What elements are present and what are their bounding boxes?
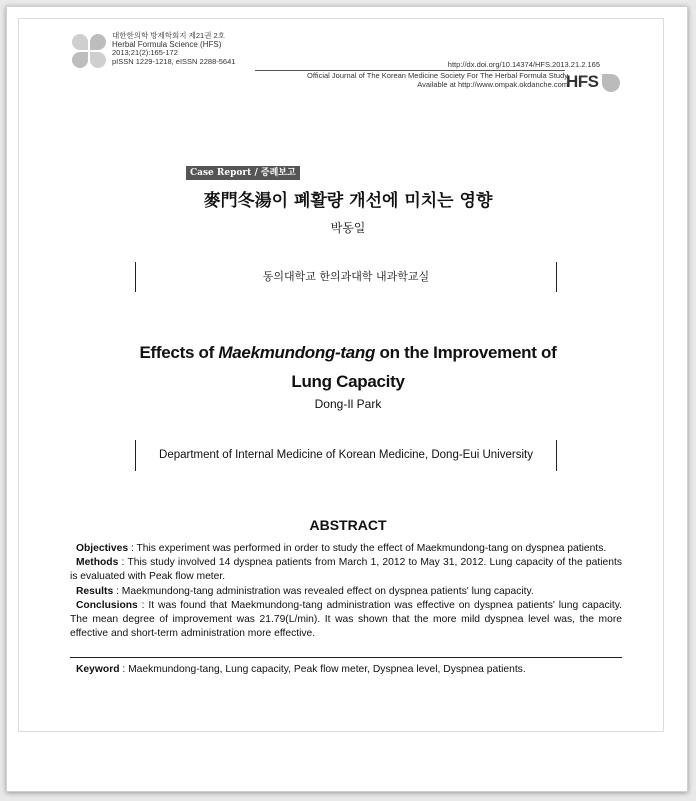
keyword-label: Keyword — [76, 664, 120, 675]
keywords — [76, 664, 526, 675]
korean-affiliation: 동의대학교 한의과대학 내과학교실 — [135, 262, 557, 292]
abstract-results — [70, 585, 622, 599]
methods-label: Methods — [76, 557, 119, 569]
abstract-objectives — [70, 542, 622, 556]
hfs-logo-text: HFS — [566, 72, 599, 91]
journal-name: Herbal Formula Science (HFS) — [112, 39, 222, 49]
journal-logo-icon — [72, 34, 108, 70]
title-herb-name: Maekmundong-tang — [218, 343, 376, 362]
results-text: : Maekmundong-tang administration was revealed effect on dyspnea patients' lung capacity. — [113, 585, 534, 597]
abstract-methods — [70, 556, 622, 584]
objectives-label: Objectives — [76, 543, 129, 554]
korean-author: 박동일 — [330, 221, 366, 235]
doi-link[interactable]: http://dx.doi.org/10.14374/HFS.2013.21.2.165 — [447, 60, 600, 69]
volume-pages: 2013;21(2):165-172 — [112, 48, 178, 58]
journal-official-info — [307, 72, 568, 89]
journal-info — [112, 32, 235, 66]
conclusions-text: : It was found that Maekmundong-tang administration was effective on dyspnea patients' lung capacity. The mean degree of improvement was 21.79(L/min). It was shown that the more mild dyspnea level was, the more effective and short-term administration more effective. — [70, 599, 622, 640]
hfs-logo-icon — [602, 74, 620, 92]
title-line-2: Lung Capacity — [291, 372, 405, 391]
objectives-text: : This experiment was performed in order to study the effect of Maekmundong-tang on dyspnea patients. — [128, 543, 607, 554]
abstract-heading: ABSTRACT — [309, 517, 387, 533]
english-title — [0, 338, 696, 396]
english-affiliation: Department of Internal Medicine of Korean Medicine, Dong-Eui University — [135, 440, 557, 471]
conclusions-label: Conclusions — [76, 599, 138, 611]
article-type-badge: Case Report / 증례보고 — [186, 166, 300, 180]
issn: pISSN 1229-1218, eISSN 2288-5641 — [112, 56, 236, 66]
abstract-body — [70, 542, 622, 641]
official-line: Official Journal of The Korean Medicine Society For The Herbal Formula Study — [307, 71, 568, 80]
methods-text: : This study involved 14 dyspnea patients from March 1, 2012 to May 31, 2012. Lung capacity of the patients is evaluated with Peak flow meter. — [70, 557, 622, 583]
abstract-conclusions — [70, 599, 622, 642]
korean-title: 麥門冬湯이 폐활량 개선에 미치는 영향 — [203, 191, 493, 211]
english-author: Dong-Il Park — [314, 397, 382, 411]
keyword-text: : Maekmundong-tang, Lung capacity, Peak flow meter, Dyspnea level, Dyspnea patients. — [119, 664, 526, 675]
title-part-2: on the Improvement of — [375, 343, 557, 362]
title-part-1: Effects of — [139, 343, 219, 362]
results-label: Results — [76, 585, 114, 597]
keyword-rule — [70, 657, 622, 658]
journal-korean-name: 대한한의학 방제학회지 제21권 2호 — [112, 31, 225, 40]
available-line: Available at http://www.ompak.okdanche.com — [417, 79, 568, 89]
